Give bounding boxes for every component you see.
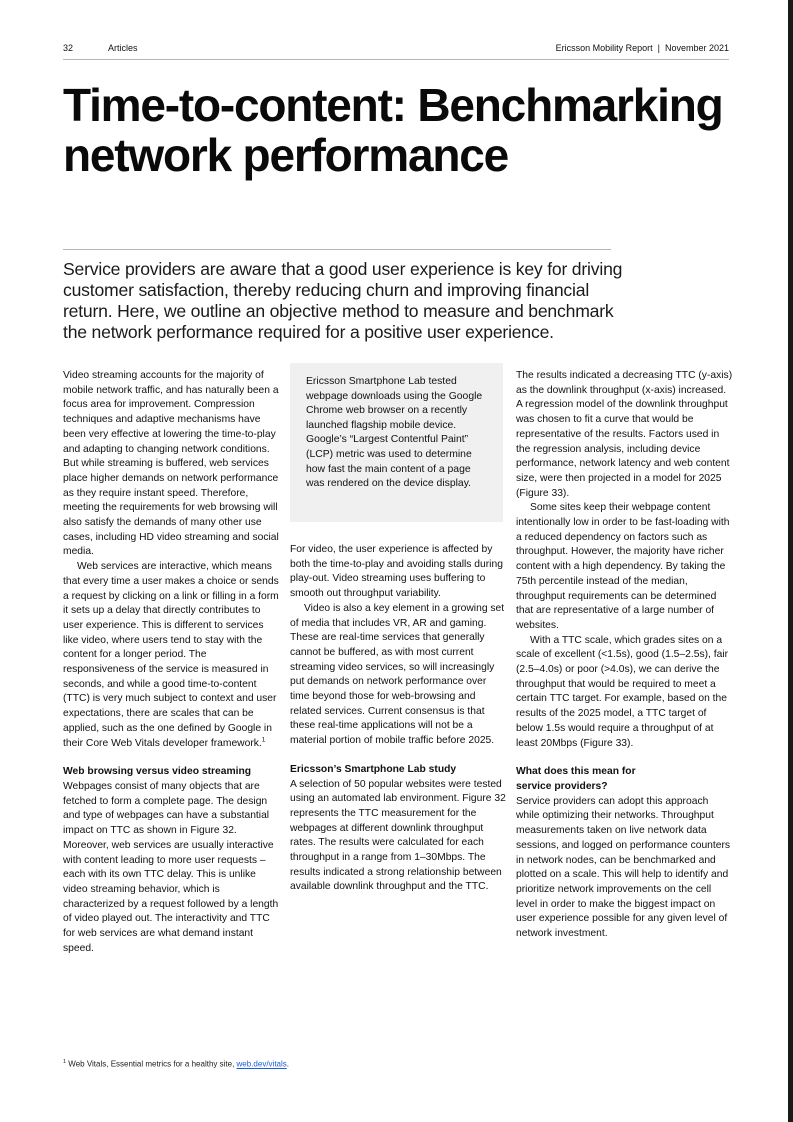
callout-box: Ericsson Smartphone Lab tested webpage downloads using the Google Chrome web browser on a recently launched flagship mobile device. Google’s “Largest Contentful Paint” (LCP) metric was used to determine how fast the main content of a page was rendered on the device display. [290,363,503,522]
article-title: Time-to-content: Benchmarking network performance [63,79,723,181]
column-2 [290,543,506,895]
header-divider [63,59,729,60]
column-1 [63,369,279,956]
col3-paragraph-3: With a TTC scale, which grades sites on a scale of excellent (<1.5s), good (1.5–2.5s), fair (2.5–4.0s) or poor (>4.0s), we can derive the throughput that would be required to meet a certain TTC target. For example, based on the results of the 2025 model, a TTC target of below 1.5s would require a throughput of at least 20Mbps (Figure 33). [516,634,729,749]
footnote-link[interactable]: web.dev/vitals [236,1059,287,1069]
article-lead: Service providers are aware that a good user experience is key for driving customer satisfaction, thereby reducing churn and improving financial return. Here, we outline an objective method to measure and benchmark the network performance required for a positive user experience. [63,259,623,342]
col3-paragraph-4: Service providers can adopt this approach while optimizing their networks. Throughput measurements taken on live network data sessions, and logged on performance counters in network nodes, can be benchmarked and plotted on a scale. This will help to identify and prioritize network improvements on the cell level in order to make the biggest impact on user experience possible for any given level of network investment. [516,795,731,940]
page-header [63,43,729,57]
section-label: Articles [108,43,138,53]
publication-label: Ericsson Mobility Report | November 2021 [555,43,729,53]
col2-heading: Ericsson’s Smartphone Lab study [290,763,457,775]
column-3 [516,369,734,942]
col1-paragraph-3: Webpages consist of many objects that are fetched to form a complete page. The design and type of webpages can have a substantial impact on TTC as shown in Figure 32. Moreover, web services are usually interactive with content leading to more user requests – each with its own TTC delay. This is unlike video streaming behavior, which is characterized by a request followed by a length of video played out. The interactivity and TTC for web services are what demand instant speed. [63,780,279,954]
col3-heading: What does this mean for service providers? [516,766,636,792]
col2-paragraph-3: A selection of 50 popular websites were tested using an automated lab environment. Figure 32 represents the TTC measurement for the webpages at different downlink throughput rates. The results were calculated for each throughput in a range from 1–30Mbps. The results indicated a strong relationship between available downlink throughput and the TTC. [290,778,506,893]
footnote-text: Web Vitals, Essential metrics for a healthy site, [68,1059,237,1069]
col2-paragraph-2: Video is also a key element in a growing set of media that includes VR, AR and gaming. These are real-time services that generally cannot be buffered, as with most current streaming video services, so will increasingly put demands on network performance over time beyond those for web-browsing and related services. Current consensus is that these real-time applications will not be a material portion of mobile traffic before 2025. [290,602,505,747]
col1-paragraph-2-text: Web services are interactive, which means that every time a user makes a choice or sends a request by clicking on a link or filling in a form it sets up a delay that directly contributes to user experience. This is different to services like video, where users tend to stay with the content for a longer period. The responsiveness of the service is measured in seconds, and while a good time-to-content (TTC) is very much subject to context and user expectations, there are scales that can be applied, such as the one defined by Google in their Core Web Vitals developer framework. [63,561,279,749]
footnote-ref: 1 [261,736,266,744]
col1-paragraph-1: Video streaming accounts for the majority of mobile network traffic, and has naturally been a focus area for improvement. Compression techniques and adaptive mechanisms have been very effective at lowering the time-to-play and adapting to changing network conditions. But while streaming is buffered, web services place higher demands on network performance as they require instant speed. Therefore, meeting the requirements for web browsing will also satisfy the demands of many other use cases, including HD video streaming and social media. [63,370,279,558]
col3-paragraph-2: Some sites keep their webpage content intentionally low in order to be fast-loading with a reduced dependency on factors such as throughput. However, the majority have richer content with a high dependency. By taking the 75th percentile instead of the median, throughput requirements can be determined that are representative of a large number of websites. [516,502,730,631]
col1-heading: Web browsing versus video streaming [63,766,252,778]
col2-paragraph-1: For video, the user experience is affected by both the time-to-play and avoiding stalls during play-out. Video streaming uses buffering to smooth out throughput variability. [290,544,503,600]
footnote-end: . [286,1059,289,1069]
col1-paragraph-2 [63,560,279,751]
page-number: 32 [63,43,74,53]
footnote [63,1059,289,1069]
col3-paragraph-1: The results indicated a decreasing TTC (y-axis) as the downlink throughput (x-axis) increased. A regression model of the downlink throughput was chosen to fit a curve that would be representative of the results. Factors used in the regression analysis, including device performance, network latency and web content size, were then projected in a model for 2025 (Figure 33). [516,370,733,499]
footnote-marker: 1 [63,1059,67,1065]
page-edge-bar [788,0,793,1122]
lead-divider [63,249,611,250]
